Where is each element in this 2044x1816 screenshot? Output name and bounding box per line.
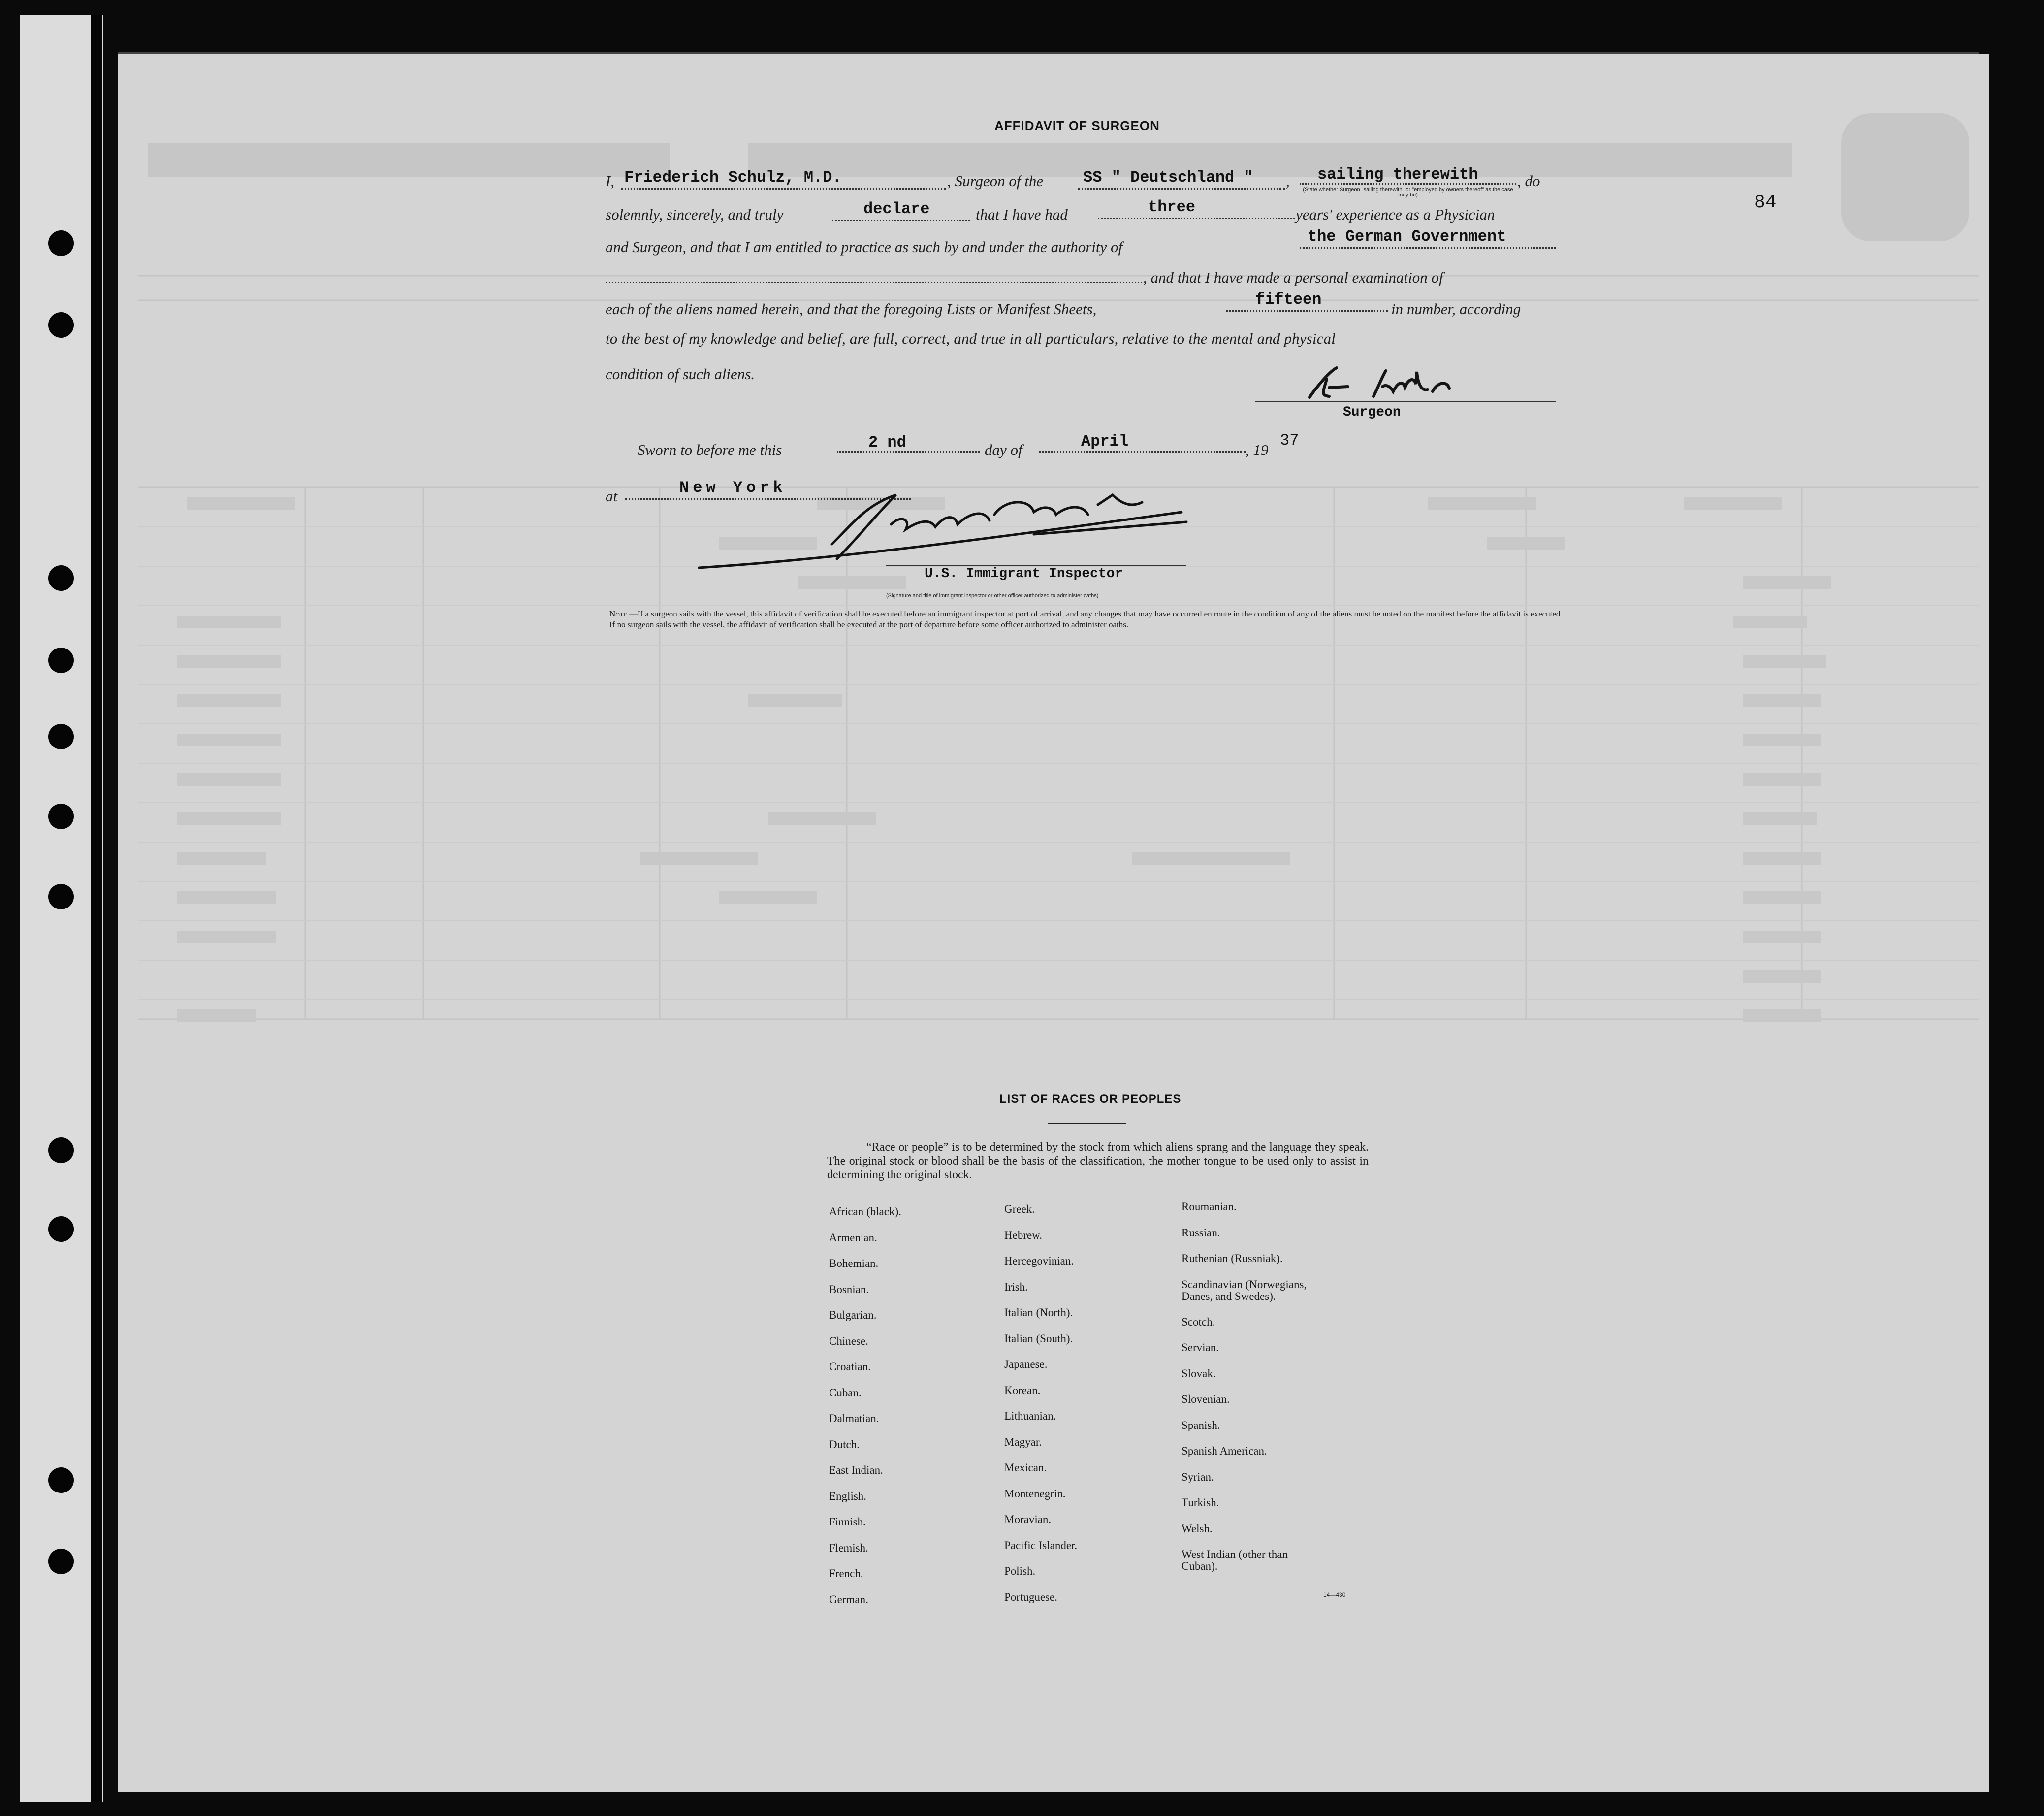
note-label: Note.: [609, 609, 629, 618]
race-item: Dalmatian.: [829, 1412, 879, 1425]
punch-hole: [48, 1549, 74, 1574]
race-item: Spanish American.: [1182, 1445, 1267, 1457]
inspector-title: U.S. Immigrant Inspector: [925, 566, 1123, 582]
affidavit-line5-end: in number, according: [1391, 300, 1521, 318]
punch-hole: [48, 312, 74, 338]
race-item: Welsh.: [1182, 1522, 1213, 1535]
punch-hole: [48, 1137, 74, 1163]
form-code: 14—430: [1323, 1591, 1346, 1598]
race-item: Pacific Islander.: [1004, 1539, 1078, 1552]
surgeon-name-rule: [621, 188, 946, 190]
race-item: Spanish.: [1182, 1419, 1220, 1431]
race-item: Dutch.: [829, 1438, 860, 1451]
race-item: African (black).: [829, 1205, 901, 1218]
race-item: East Indian.: [829, 1464, 883, 1476]
affidavit-line6: to the best of my knowledge and belief, are full, correct, and true in all particulars, relative to the mental and physical: [606, 330, 1336, 347]
race-item: Moravian.: [1004, 1513, 1052, 1525]
sheet-count: fifteen: [1255, 291, 1322, 309]
inspector-signature: [689, 485, 1221, 574]
races-column-3: [1182, 1194, 1307, 1579]
authority-continuation-rule: [606, 282, 1142, 283]
affidavit-line4: , and that I have made a personal examination of: [1143, 269, 1443, 286]
race-item: Flemish.: [829, 1541, 868, 1554]
page-number: 84: [1754, 192, 1777, 213]
race-item: English.: [829, 1490, 867, 1502]
sworn-year-prefix: , 19: [1246, 441, 1269, 458]
race-item: Russian.: [1182, 1226, 1220, 1239]
race-item: Italian (North).: [1004, 1306, 1073, 1319]
races-title: LIST OF RACES OR PEOPLES: [999, 1092, 1182, 1105]
declare-rule: [832, 220, 970, 221]
race-item: Chinese.: [829, 1334, 868, 1347]
years-experience: three: [1148, 198, 1196, 216]
race-item: Lithuanian.: [1004, 1410, 1056, 1422]
race-item: Syrian.: [1182, 1470, 1214, 1483]
race-item: Hebrew.: [1004, 1229, 1043, 1241]
comma: ,: [1286, 172, 1290, 190]
races-title-rule: [1048, 1123, 1126, 1124]
race-item: Servian.: [1182, 1341, 1219, 1354]
punch-hole: [48, 1216, 74, 1242]
race-item: German.: [829, 1593, 868, 1606]
vessel-rule: [1078, 188, 1285, 190]
sworn-month-rule: [1039, 451, 1246, 453]
affidavit-line2-prefix: solemnly, sincerely, and truly: [606, 206, 784, 223]
affidavit-line3-prefix: and Surgeon, and that I am entitled to practice as such by and under the authority of: [606, 238, 1123, 256]
vessel-name: SS " Deutschland ": [1083, 168, 1253, 187]
sworn-place: New York: [679, 479, 787, 497]
race-item: Roumanian.: [1182, 1200, 1237, 1213]
sworn-day-rule: [837, 451, 980, 453]
race-item: Turkish.: [1182, 1496, 1219, 1509]
affidavit-line2-middle: that I have had: [976, 206, 1068, 223]
race-item: Scandinavian (Norwegians, Danes, and Swedes).: [1182, 1278, 1307, 1302]
race-item: Finnish.: [829, 1516, 866, 1528]
sailing-status: sailing therewith: [1317, 165, 1478, 184]
punch-hole: [48, 565, 74, 591]
authority: the German Government: [1308, 227, 1506, 246]
surgeon-of-text: , Surgeon of the: [947, 172, 1044, 190]
surgeon-name: Friederich Schulz, M.D.: [624, 168, 842, 187]
race-item: French.: [829, 1567, 863, 1580]
affidavit-do: , do: [1517, 172, 1540, 190]
binder-edge: [91, 15, 102, 1802]
race-item: Korean.: [1004, 1384, 1041, 1396]
race-item: Armenian.: [829, 1231, 877, 1244]
sworn-year: 37: [1280, 431, 1299, 450]
sailing-status-hint: (State whether Surgeon "sailing therewith" or "employed by owners thereof" as the case may be): [1303, 187, 1513, 198]
race-item: Montenegrin.: [1004, 1487, 1066, 1500]
punch-hole: [48, 1467, 74, 1493]
authority-rule: [1300, 247, 1556, 249]
race-item: Mexican.: [1004, 1461, 1047, 1474]
sheet-count-rule: [1226, 310, 1388, 312]
sworn-day: 2 nd: [868, 433, 906, 452]
race-item: Slovenian.: [1182, 1393, 1230, 1405]
race-item: Scotch.: [1182, 1315, 1215, 1328]
affidavit-line7: condition of such aliens.: [606, 365, 755, 383]
race-item: Irish.: [1004, 1280, 1028, 1293]
surgeon-signature-rule: [1255, 401, 1556, 402]
sailing-status-rule: [1300, 183, 1516, 185]
race-item: Bulgarian.: [829, 1309, 877, 1321]
punch-hole: [48, 648, 74, 673]
race-item: Polish.: [1004, 1565, 1036, 1577]
race-item: Croatian.: [829, 1361, 871, 1373]
punch-hole: [48, 804, 74, 829]
race-item: Italian (South).: [1004, 1332, 1073, 1345]
affidavit-line5-prefix: each of the aliens named herein, and that the foregoing Lists or Manifest Sheets,: [606, 300, 1097, 318]
punch-hole: [48, 884, 74, 909]
sworn-prefix: Sworn to before me this: [638, 441, 782, 458]
surgeon-signature: [1300, 357, 1506, 406]
race-item: Portuguese.: [1004, 1590, 1057, 1603]
race-item: Bohemian.: [829, 1257, 879, 1269]
declare-verb: declare: [863, 200, 930, 218]
race-item: Greek.: [1004, 1203, 1035, 1215]
affidavit-note: [609, 609, 1584, 630]
races-column-2: [1004, 1197, 1077, 1610]
race-item: West Indian (other than Cuban).: [1182, 1548, 1288, 1572]
note-text-2: If no surgeon sails with the vessel, the affidavit of verification shall be executed at the port of departure before some officer authorized to administer oaths.: [609, 620, 1129, 629]
inspector-hint: (Signature and title of immigrant inspector or other officer authorized to administer oaths): [886, 593, 1099, 599]
race-item: Slovak.: [1182, 1367, 1216, 1380]
affidavit-i: I,: [606, 172, 615, 190]
races-column-1: [829, 1199, 901, 1613]
race-item: Cuban.: [829, 1386, 862, 1399]
affidavit-title: AFFIDAVIT OF SURGEON: [994, 118, 1160, 133]
race-item: Ruthenian (Russniak).: [1182, 1252, 1283, 1265]
sworn-month: April: [1081, 432, 1129, 451]
race-item: Bosnian.: [829, 1283, 869, 1296]
races-intro: “Race or people” is to be determined by the stock from which aliens sprang and the language they speak. The original stock or blood shall be the basis of the classification, the mother tongue to be used only to assist in determining the original stock.: [827, 1141, 1369, 1181]
race-item: Japanese.: [1004, 1358, 1048, 1370]
sworn-day-of: day of: [985, 441, 1022, 458]
affidavit-line2-end: years' experience as a Physician: [1296, 206, 1495, 223]
race-item: Hercegovinian.: [1004, 1255, 1074, 1267]
punch-hole: [48, 230, 74, 256]
race-item: Magyar.: [1004, 1435, 1042, 1448]
note-text: —If a surgeon sails with the vessel, this affidavit of verification shall be executed before an immigrant inspector at port of arrival, and any changes that may have occurred en route in the condition of any of the aliens must be noted on the manifest before the affidavit is executed.: [629, 609, 1563, 618]
years-rule: [1098, 218, 1295, 219]
sworn-at: at: [606, 487, 618, 505]
surgeon-label: Surgeon: [1343, 405, 1401, 420]
punch-hole: [48, 724, 74, 749]
